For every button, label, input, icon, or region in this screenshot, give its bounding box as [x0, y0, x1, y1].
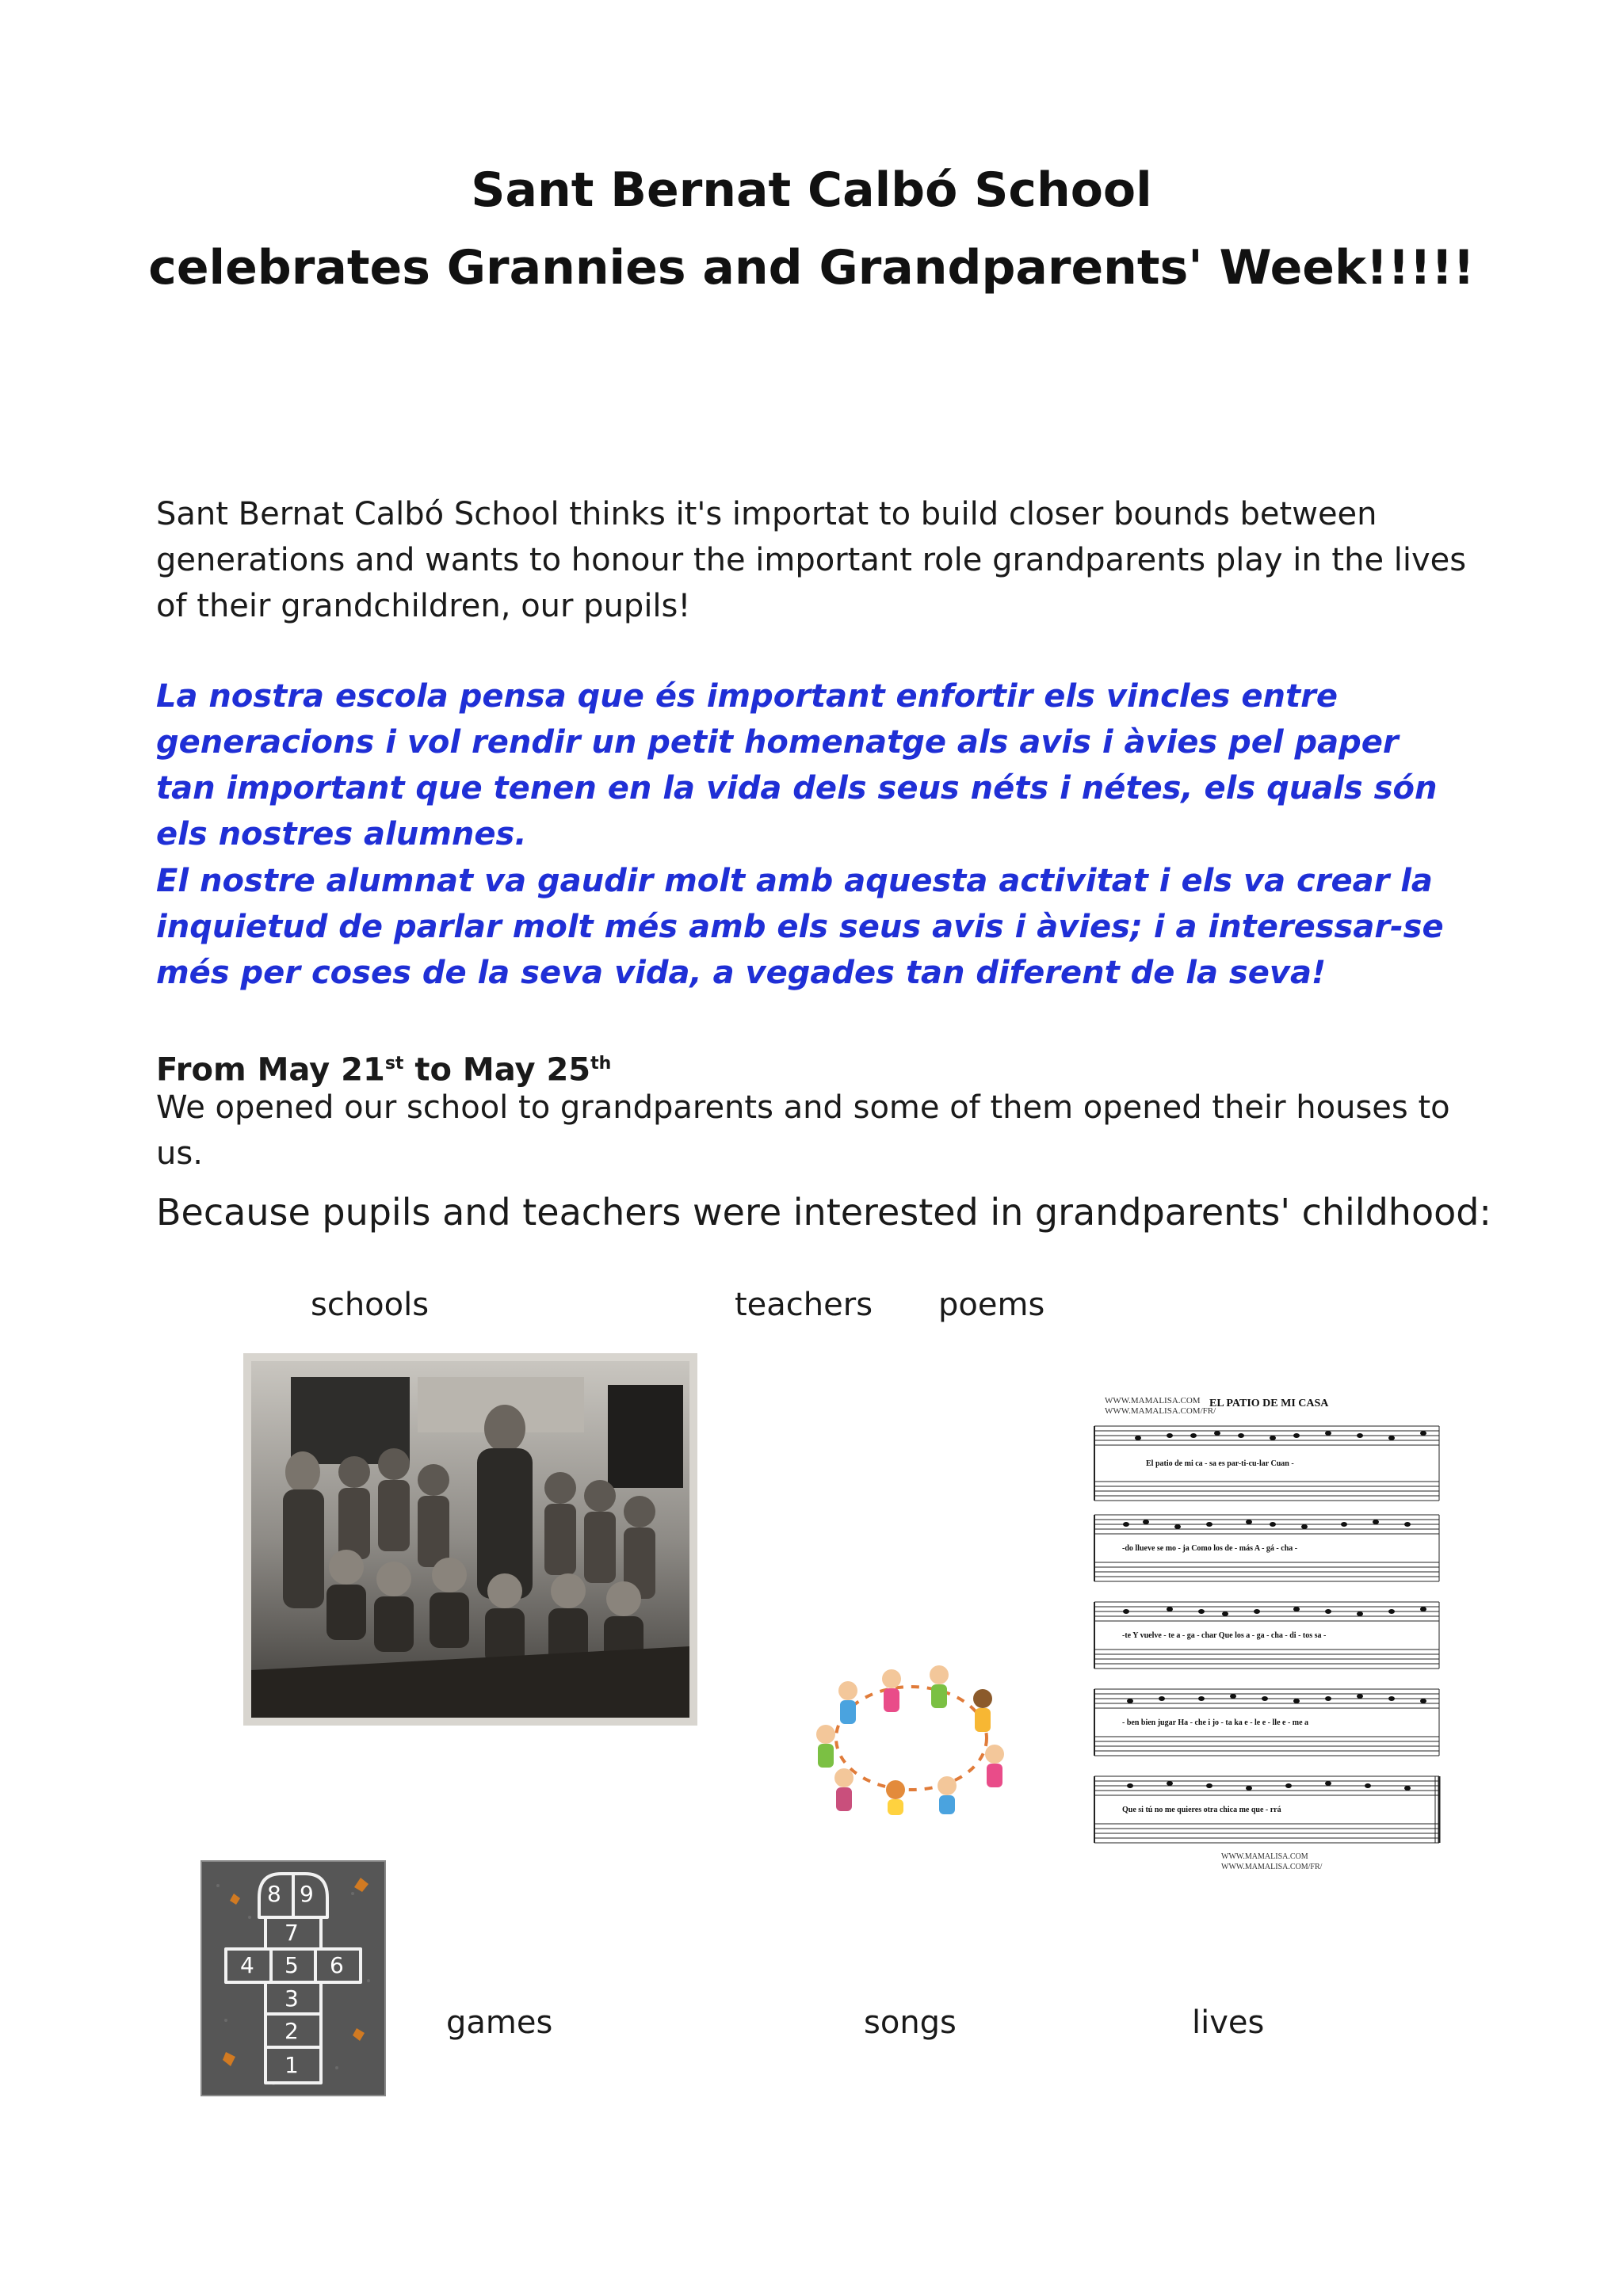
hopscotch-photo: [200, 1860, 386, 2096]
dates-from: From May 21: [156, 1051, 385, 1089]
hop-6: 6: [330, 1952, 344, 1978]
sheet-lyrics-4: - ben bien jugar Ha - che i jo - ta ka e - le e - lle e - me a: [1122, 1718, 1309, 1727]
hop-1: 1: [285, 2052, 299, 2078]
because-line: Because pupils and teachers were interested in grandparents' childhood:: [156, 1191, 1491, 1234]
label-games: games: [446, 2004, 553, 2041]
intro-english: Sant Bernat Calbó School thinks it's importat to build closer bounds between generations and wants to honour the important role grandparents play in the lives of their grandchildren, our pupils!: [156, 496, 1467, 624]
intro-catalan-1: La nostra escola pensa que és important enfortir els vincles entre generacions i vol rendir un petit homenatge als avis i àvies pel paper tan important que tenen en la vida dels seus néts i nétes, els quals són els nostres alumnes.: [156, 678, 1438, 852]
label-teachers: teachers: [735, 1287, 873, 1323]
sheet-source-bottom-1: WWW.MAMALISA.COM: [1221, 1852, 1308, 1861]
sheet-lyrics-2: -do llueve se mo - ja Como los de - más A - gá - cha -: [1122, 1544, 1298, 1553]
hop-4: 4: [240, 1952, 254, 1978]
hop-9: 9: [300, 1881, 314, 1907]
hop-8: 8: [267, 1881, 281, 1907]
hop-2: 2: [285, 2018, 299, 2044]
sheet-lyrics-1: El patio de mi ca - sa es par-ti-cu-lar Cuan -: [1146, 1459, 1294, 1468]
sheet-source-bottom-2: WWW.MAMALISA.COM/FR/: [1221, 1863, 1323, 1871]
classroom-photo: [243, 1353, 697, 1726]
hop-5: 5: [285, 1952, 299, 1978]
dates-from-suffix: st: [384, 1054, 404, 1074]
label-poems: poems: [938, 1287, 1045, 1323]
page-title-line-1: Sant Bernat Calbó School: [471, 162, 1152, 218]
sheet-source-top-1: WWW.MAMALISA.COM: [1105, 1396, 1201, 1405]
sheet-source-top-2: WWW.MAMALISA.COM/FR/: [1105, 1406, 1216, 1416]
hop-7: 7: [285, 1920, 299, 1946]
intro-catalan-2: El nostre alumnat va gaudir molt amb aquesta activitat i els va crear la inquietud de parlar molt més amb els seus avis i àvies; i a interessar-se més per coses de la seva vida, a vegades tan diferent de la seva!: [156, 863, 1444, 991]
sheet-title: EL PATIO DE MI CASA: [1209, 1398, 1329, 1409]
label-lives: lives: [1192, 2004, 1265, 2041]
label-schools: schools: [311, 1287, 430, 1323]
label-songs: songs: [864, 2004, 957, 2041]
sheet-music-el-patio: [1090, 1394, 1447, 1879]
sheet-lyrics-5: Que si tú no me quieres otra chica me que - rrá: [1122, 1806, 1281, 1814]
dates-to: to May 25: [403, 1051, 591, 1089]
dates-description: We opened our school to grandparents and some of them opened their houses to us.: [156, 1089, 1450, 1172]
sheet-lyrics-3: -te Y vuelve - te a - ga - char Que los a - ga - cha - di - tos sa -: [1122, 1631, 1327, 1640]
page-title-line-2: celebrates Grannies and Grandparents' Week!!!!!: [148, 240, 1475, 296]
hop-3: 3: [285, 1985, 299, 2012]
children-circle-illustration: [808, 1659, 1014, 1817]
dates-to-suffix: th: [590, 1054, 612, 1074]
